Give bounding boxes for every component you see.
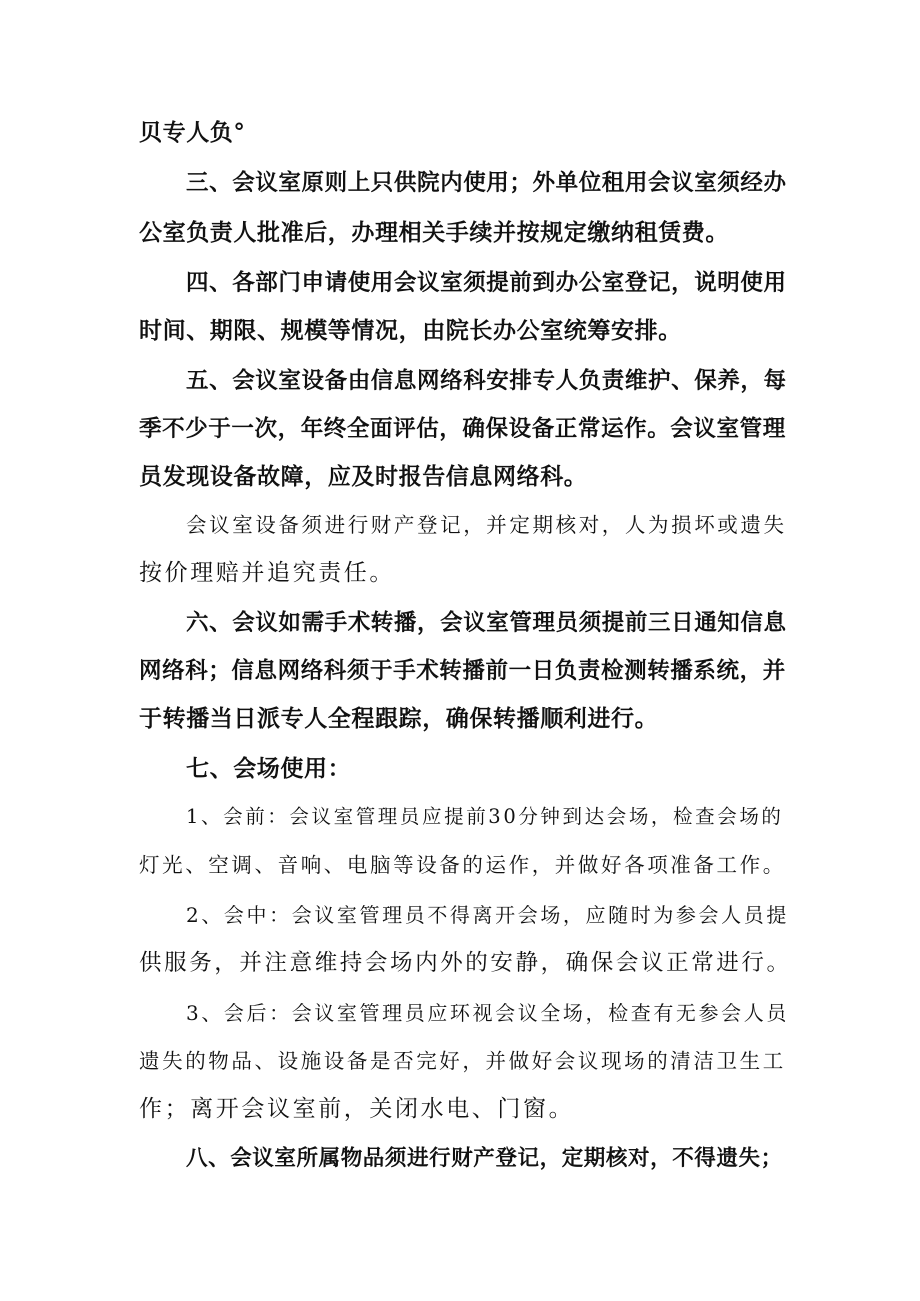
text-line: 网络科；信息网络科须于手术转播前一日负责检测转播系统，并 xyxy=(139,658,786,684)
text-line: 五、会议室设备由信息网络科安排专人负责维护、保养，每 xyxy=(186,368,787,394)
text-line: 时间、期限、规模等情况，由院长办公室统筹安排。 xyxy=(139,318,682,344)
section-heading: 七、会场使用： xyxy=(186,756,352,782)
text-line: 三、会议室原则上只供院内使用；外单位租用会议室须经办 xyxy=(186,170,787,196)
text-line: 公室负责人批准后，办理相关手续并按规定缴纳租赁费。 xyxy=(139,220,729,246)
text-line: 2、会中：会议室管理员不得离开会场，应随时为参会人员提 xyxy=(186,903,789,927)
text-line: 贝专人负° xyxy=(139,120,246,146)
text-line: 遗失的物品、设施设备是否完好，并做好会议现场的清洁卫生工 xyxy=(139,1049,786,1073)
text-line: 作；离开会议室前，关闭水电、门窗。 xyxy=(139,1096,575,1122)
text-line: 按价理赔并追究责任。 xyxy=(139,560,395,586)
text-line: 3、会后：会议室管理员应环视会议全场，检查有无参会人员 xyxy=(186,1001,789,1025)
text-line: 员发现设备故障，应及时报告信息网络科。 xyxy=(139,464,588,490)
text-line: 会议室设备须进行财产登记，并定期核对，人为损坏或遗失 xyxy=(186,513,787,537)
text-line: 于转播当日派专人全程跟踪，确保转播顺利进行。 xyxy=(139,706,659,732)
text-line: 八、会议室所属物品须进行财产登记，定期核对，不得遗失； xyxy=(186,1146,783,1171)
text-line: 六、会议如需手术转播，会议室管理员须提前三日通知信息 xyxy=(186,610,787,636)
text-line: 季不少于一次，年终全面评估，确保设备正常运作。会议室管理 xyxy=(139,416,786,442)
text-line: 四、各部门申请使用会议室须提前到办公室登记，说明使用 xyxy=(186,270,787,296)
text-line: 供服务，并注意维持会场内外的安静，确保会议正常进行。 xyxy=(139,950,792,976)
text-line: 灯光、空调、音响、电脑等设备的运作，并做好各项准备工作。 xyxy=(139,853,786,877)
text-line: 1、会前：会议室管理员应提前30分钟到达会场，检查会场的 xyxy=(186,805,784,828)
